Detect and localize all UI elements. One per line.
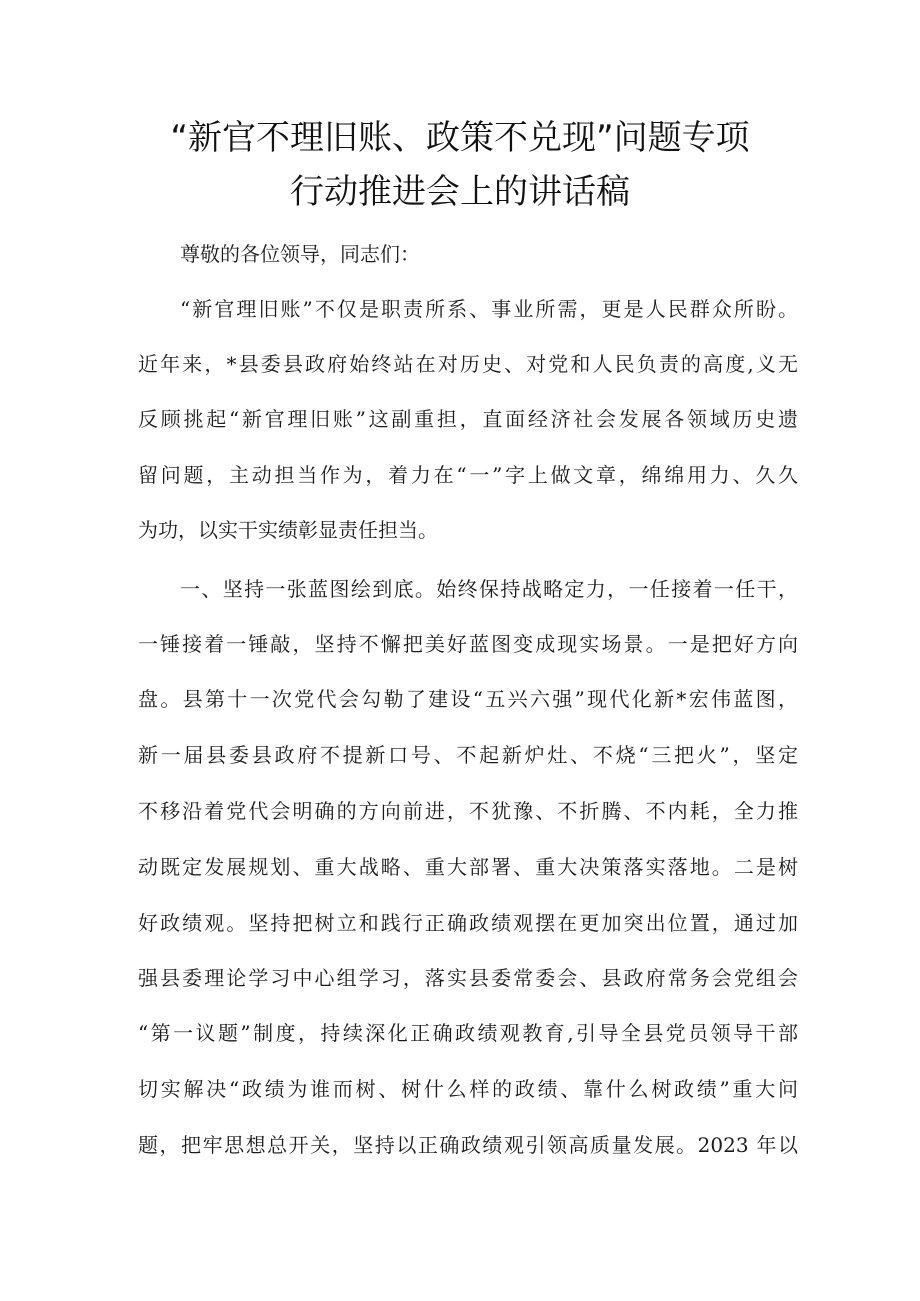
- paragraph-2-line-7: 好政绩观。坚持把树立和践行正确政绩观摆在更加突出位置，通过加: [138, 911, 798, 935]
- paragraph-1-line-1: “新官理旧账”不仅是职责所系、事业所需，更是人民群众所盼。: [180, 297, 798, 321]
- paragraph-2-line-1: 一、坚持一张蓝图绘到底。始终保持战略定力，一任接着一任干，: [180, 577, 798, 601]
- paragraph-2-line-3: 盘。县第十一次党代会勾勒了建设“五兴六强”现代化新*宏伟蓝图，: [138, 687, 798, 711]
- paragraph-2-line-6: 动既定发展规划、重大战略、重大部署、重大决策落实落地。二是树: [138, 855, 798, 879]
- paragraph-1-line-5: 为功，以实干实绩彰显责任担当。: [138, 518, 438, 542]
- document-title-line-1: “新官不理旧账、政策不兑现”问题专项: [170, 118, 750, 158]
- salutation: 尊敬的各位领导，同志们：: [180, 242, 420, 266]
- paragraph-2-line-4: 新一届县委县政府不提新口号、不起新炉灶、不烧“三把火”，坚定: [138, 743, 798, 767]
- paragraph-2-line-5: 不移沿着党代会明确的方向前进，不犹豫、不折腾、不内耗，全力推: [138, 799, 798, 823]
- paragraph-2-line-11: 题，把牢思想总开关，坚持以正确政绩观引领高质量发展。2023 年以: [138, 1133, 798, 1157]
- document-title-line-2: 行动推进会上的讲话稿: [290, 172, 630, 212]
- paragraph-1-line-3: 反顾挑起“新官理旧账”这副重担，直面经济社会发展各领域历史遗: [138, 407, 798, 431]
- paragraph-1-line-2: 近年来，*县委县政府始终站在对历史、对党和人民负责的高度,义无: [138, 352, 798, 376]
- paragraph-2-line-10: 切实解决“政绩为谁而树、树什么样的政绩、靠什么树政绩”重大问: [138, 1077, 798, 1101]
- paragraph-2-line-9: “第一议题”制度，持续深化正确政绩观教育,引导全县党员领导干部: [138, 1021, 798, 1045]
- paragraph-2-line-8: 强县委理论学习中心组学习，落实县委常委会、县政府常务会党组会: [138, 966, 798, 990]
- paragraph-1-line-4: 留问题，主动担当作为，着力在“一”字上做文章，绵绵用力、久久: [138, 463, 798, 487]
- paragraph-2-line-2: 一锤接着一锤敲，坚持不懈把美好蓝图变成现实场景。一是把好方向: [138, 632, 798, 656]
